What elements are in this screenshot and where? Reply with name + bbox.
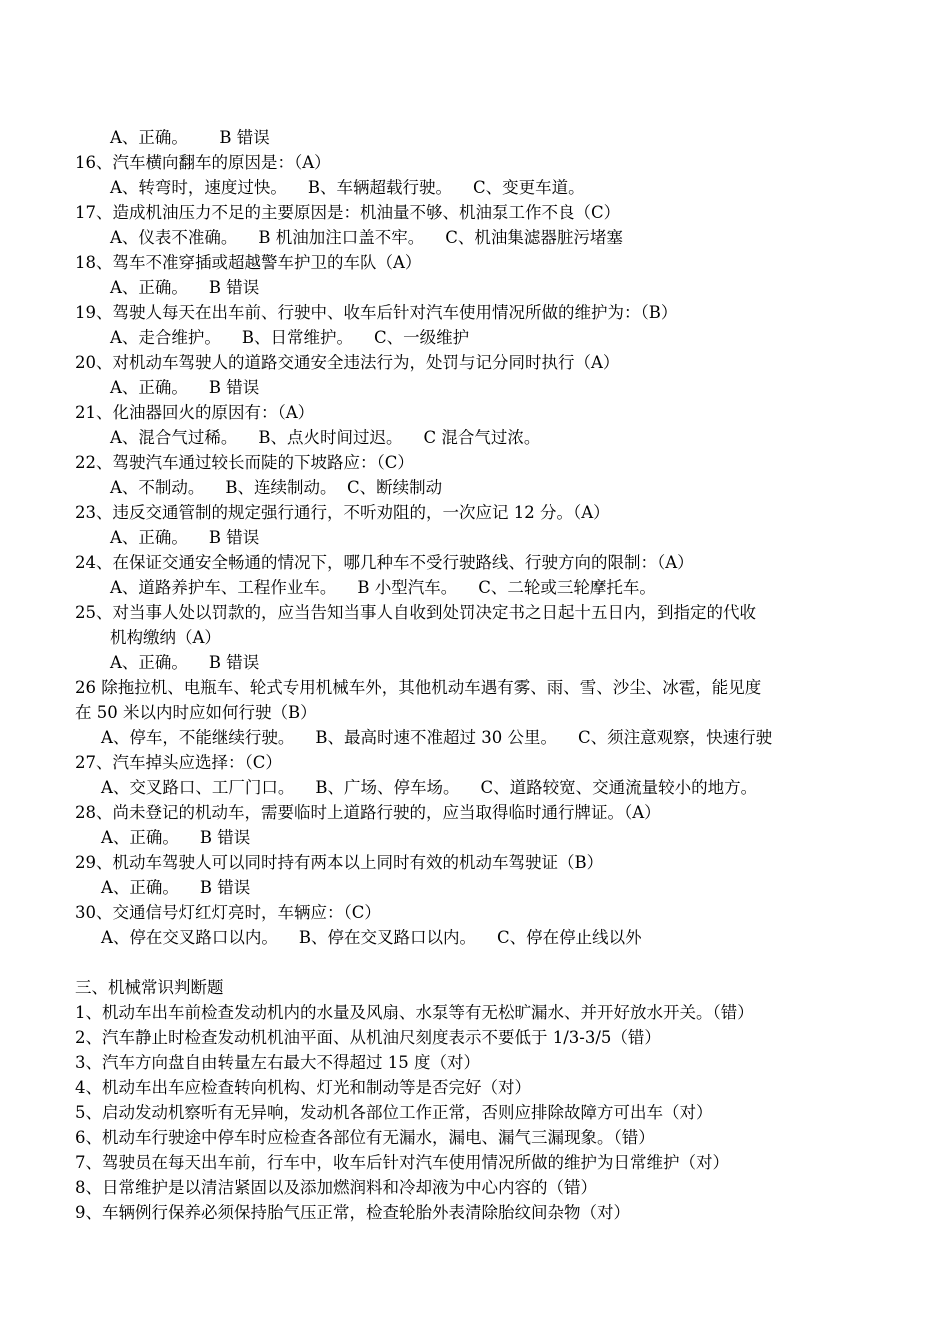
judgment-item: 4、机动车出车应检查转向机构、灯光和制动等是否完好（对）	[75, 1078, 531, 1097]
answer-line: A、交叉路口、工厂门口。 B、广场、停车场。 C、道路较宽、交通流量较小的地方。	[101, 778, 758, 797]
section-heading: 三、机械常识判断题	[75, 978, 224, 997]
question-line: 30、交通信号灯红灯亮时，车辆应：（C）	[75, 903, 381, 922]
judgment-item: 2、汽车静止时检查发动机机油平面、从机油尺刻度表示不要低于 1/3-3/5（错）	[75, 1028, 661, 1047]
question-line: 28、尚未登记的机动车，需要临时上道路行驶的，应当取得临时通行牌证。（A）	[75, 803, 661, 822]
answer-line: A、道路养护车、工程作业车。 B 小型汽车。 C、二轮或三轮摩托车。	[110, 578, 656, 597]
question-line: 25、对当事人处以罚款的，应当告知当事人自收到处罚决定书之日起十五日内，到指定的代收	[75, 603, 756, 622]
answer-line: A、正确。 B 错误	[110, 653, 260, 672]
question-line: 26 除拖拉机、电瓶车、轮式专用机械车外，其他机动车遇有雾、雨、雪、沙尘、冰雹，能见度	[75, 678, 762, 697]
question-line: 19、驾驶人每天在出车前、行驶中、收车后针对汽车使用情况所做的维护为：（B）	[75, 303, 678, 322]
question-line: 24、在保证交通安全畅通的情况下，哪几种车不受行驶路线、行驶方向的限制：（A）	[75, 553, 694, 572]
answer-line: A、正确。 B 错误	[101, 878, 251, 897]
question-line-continued: 在 50 米以内时应如何行驶（B）	[75, 703, 317, 722]
judgment-item: 7、驾驶员在每天出车前，行车中，收车后针对汽车使用情况所做的维护为日常维护（对）	[75, 1153, 729, 1172]
question-line: 16、汽车横向翻车的原因是：（A）	[75, 153, 331, 172]
question-line: 21、化油器回火的原因有：（A）	[75, 403, 315, 422]
judgment-item: 3、汽车方向盘自由转量左右最大不得超过 15 度（对）	[75, 1053, 480, 1072]
answer-line: A、正确。 B 错误	[110, 528, 260, 547]
question-line: 22、驾驶汽车通过较长而陡的下坡路应：（C）	[75, 453, 414, 472]
question-line: 20、对机动车驾驶人的道路交通安全违法行为，处罚与记分同时执行（A）	[75, 353, 620, 372]
question-line: 29、机动车驾驶人可以同时持有两本以上同时有效的机动车驾驶证（B）	[75, 853, 604, 872]
judgment-item: 1、机动车出车前检查发动机内的水量及风扇、水泵等有无松旷漏水、并开好放水开关。（错）	[75, 1003, 754, 1022]
answer-line: A、正确。 B 错误	[110, 278, 260, 297]
question-line-continued: 机构缴纳（A）	[110, 628, 221, 647]
answer-line: A、正确。 B 错误	[110, 128, 270, 147]
answer-line: A、停在交叉路口以内。 B、停在交叉路口以内。 C、停在停止线以外	[101, 928, 642, 947]
answer-line: A、停车，不能继续行驶。 B、最高时速不准超过 30 公里。 C、须注意观察，快速行驶	[101, 728, 773, 747]
answer-line: A、正确。 B 错误	[101, 828, 251, 847]
question-line: 17、造成机油压力不足的主要原因是：机油量不够、机油泵工作不良（C）	[75, 203, 621, 222]
answer-line: A、不制动。 B、连续制动。 C、断续制动	[110, 478, 443, 497]
judgment-item: 5、启动发动机察听有无异响，发动机各部位工作正常，否则应排除故障方可出车（对）	[75, 1103, 713, 1122]
answer-line: A、正确。 B 错误	[110, 378, 260, 397]
judgment-item: 9、车辆例行保养必须保持胎气压正常，检查轮胎外表清除胎纹间杂物（对）	[75, 1203, 630, 1222]
answer-line: A、混合气过稀。 B、点火时间过迟。 C 混合气过浓。	[110, 428, 541, 447]
question-line: 23、违反交通管制的规定强行通行，不听劝阻的，一次应记 12 分。（A）	[75, 503, 610, 522]
judgment-item: 8、日常维护是以清洁紧固以及添加燃润料和冷却液为中心内容的（错）	[75, 1178, 597, 1197]
answer-line: A、仪表不准确。 B 机油加注口盖不牢。 C、机油集滤器脏污堵塞	[110, 228, 623, 247]
question-line: 18、驾车不准穿插或超越警车护卫的车队（A）	[75, 253, 422, 272]
answer-line: A、走合维护。 B、日常维护。 C、一级维护	[110, 328, 470, 347]
judgment-item: 6、机动车行驶途中停车时应检查各部位有无漏水，漏电、漏气三漏现象。（错）	[75, 1128, 655, 1147]
answer-line: A、转弯时，速度过快。 B、车辆超载行驶。 C、变更车道。	[110, 178, 585, 197]
question-line: 27、汽车掉头应选择：（C）	[75, 753, 282, 772]
